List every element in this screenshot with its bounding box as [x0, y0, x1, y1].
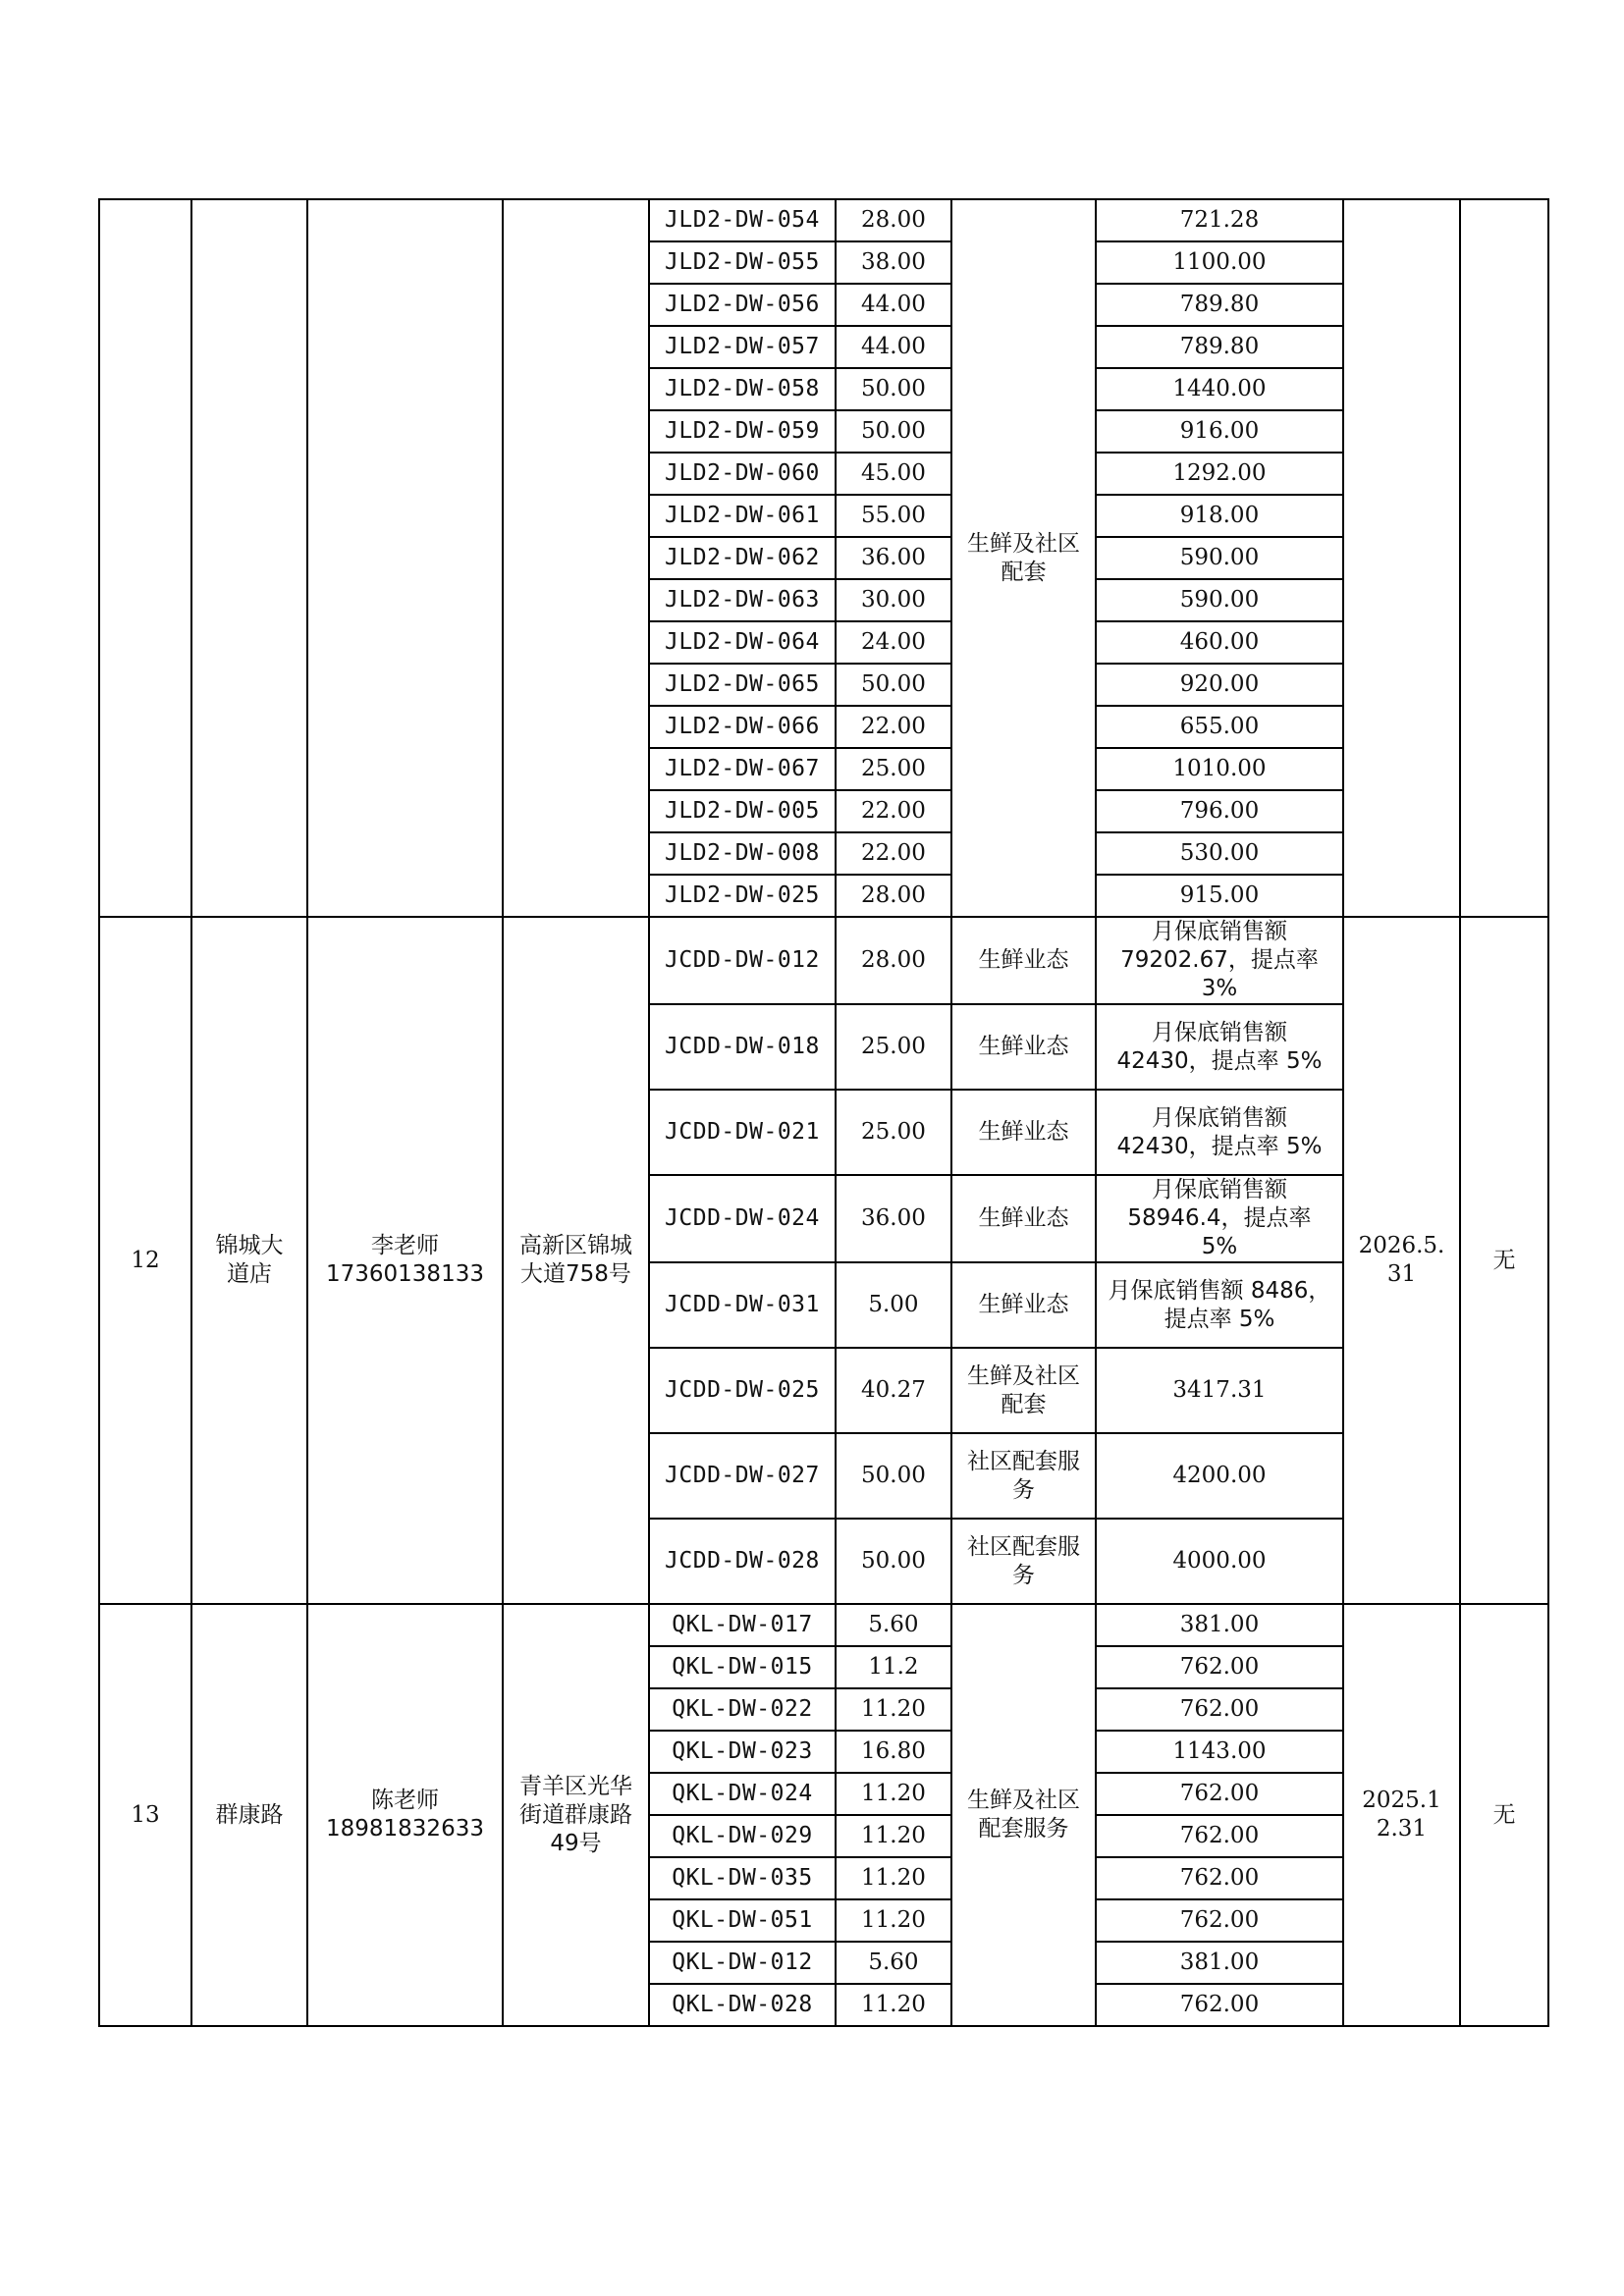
- store-number-cell: 13: [99, 1604, 191, 2026]
- rent-cell: 月保底销售额79202.67，提点率 3%: [1096, 917, 1343, 1004]
- contact-cell: 陈老师 18981832633: [307, 1604, 503, 2026]
- unit-code-cell: QKL-DW-029: [649, 1815, 836, 1857]
- area-cell: 50.00: [836, 1519, 951, 1604]
- rent-cell: 月保底销售额58946.4，提点率 5%: [1096, 1175, 1343, 1262]
- area-cell: 11.20: [836, 1984, 951, 2026]
- rent-cell: 762.00: [1096, 1773, 1343, 1815]
- area-cell: 40.27: [836, 1348, 951, 1433]
- rent-cell: 796.00: [1096, 790, 1343, 832]
- rent-cell: 920.00: [1096, 664, 1343, 706]
- area-cell: 36.00: [836, 537, 951, 579]
- unit-code-cell: JLD2-DW-005: [649, 790, 836, 832]
- business-type-cell: 生鲜及社区配套服务: [951, 1604, 1096, 2026]
- rent-cell: 月保底销售额 8486，提点率 5%: [1096, 1262, 1343, 1348]
- area-cell: 50.00: [836, 1433, 951, 1519]
- area-cell: 50.00: [836, 368, 951, 410]
- table-row: [99, 1604, 1548, 1646]
- unit-code-cell: JCDD-DW-031: [649, 1262, 836, 1348]
- area-cell: 28.00: [836, 875, 951, 917]
- business-type-cell: 生鲜业态: [951, 1004, 1096, 1090]
- area-cell: 38.00: [836, 241, 951, 284]
- store-number-cell: 12: [99, 917, 191, 1604]
- area-cell: 44.00: [836, 326, 951, 368]
- unit-code-cell: JLD2-DW-062: [649, 537, 836, 579]
- rent-cell: 590.00: [1096, 537, 1343, 579]
- unit-code-cell: QKL-DW-017: [649, 1604, 836, 1646]
- address-cell: [503, 199, 649, 917]
- area-cell: 30.00: [836, 579, 951, 621]
- area-cell: 25.00: [836, 1090, 951, 1175]
- unit-code-cell: JLD2-DW-067: [649, 748, 836, 790]
- rent-cell: 1292.00: [1096, 453, 1343, 495]
- area-cell: 22.00: [836, 790, 951, 832]
- rent-cell: 530.00: [1096, 832, 1343, 875]
- unit-code-cell: QKL-DW-012: [649, 1942, 836, 1984]
- store-units-table: [98, 198, 1549, 2027]
- rent-cell: 789.80: [1096, 284, 1343, 326]
- store-name-cell: 锦城大道店: [191, 917, 307, 1604]
- unit-code-cell: QKL-DW-015: [649, 1646, 836, 1688]
- area-cell: 5.60: [836, 1604, 951, 1646]
- unit-code-cell: JLD2-DW-025: [649, 875, 836, 917]
- business-type-cell: 生鲜业态: [951, 1262, 1096, 1348]
- unit-code-cell: JCDD-DW-018: [649, 1004, 836, 1090]
- unit-code-cell: QKL-DW-023: [649, 1731, 836, 1773]
- area-cell: 22.00: [836, 706, 951, 748]
- area-cell: 11.20: [836, 1815, 951, 1857]
- unit-code-cell: JCDD-DW-021: [649, 1090, 836, 1175]
- rent-cell: 762.00: [1096, 1899, 1343, 1942]
- unit-code-cell: JLD2-DW-055: [649, 241, 836, 284]
- business-type-cell: 生鲜业态: [951, 1175, 1096, 1262]
- area-cell: 22.00: [836, 832, 951, 875]
- unit-code-cell: JCDD-DW-024: [649, 1175, 836, 1262]
- business-type-cell: 生鲜业态: [951, 917, 1096, 1004]
- unit-code-cell: QKL-DW-022: [649, 1688, 836, 1731]
- area-cell: 5.00: [836, 1262, 951, 1348]
- remark-cell: 无: [1460, 1604, 1548, 2026]
- rent-cell: 月保底销售额 42430，提点率 5%: [1096, 1004, 1343, 1090]
- address-cell: 青羊区光华街道群康路49号: [503, 1604, 649, 2026]
- area-cell: 28.00: [836, 917, 951, 1004]
- rent-cell: 762.00: [1096, 1646, 1343, 1688]
- rent-cell: 762.00: [1096, 1984, 1343, 2026]
- area-cell: 24.00: [836, 621, 951, 664]
- unit-code-cell: JCDD-DW-028: [649, 1519, 836, 1604]
- table-row: [99, 917, 1548, 1004]
- area-cell: 25.00: [836, 1004, 951, 1090]
- unit-code-cell: JLD2-DW-064: [649, 621, 836, 664]
- unit-code-cell: QKL-DW-024: [649, 1773, 836, 1815]
- rent-cell: 3417.31: [1096, 1348, 1343, 1433]
- rent-cell: 381.00: [1096, 1942, 1343, 1984]
- area-cell: 11.20: [836, 1773, 951, 1815]
- remark-cell: 无: [1460, 917, 1548, 1604]
- rent-cell: 1010.00: [1096, 748, 1343, 790]
- rent-cell: 1143.00: [1096, 1731, 1343, 1773]
- rent-cell: 762.00: [1096, 1688, 1343, 1731]
- rent-cell: 1100.00: [1096, 241, 1343, 284]
- rent-cell: 381.00: [1096, 1604, 1343, 1646]
- area-cell: 55.00: [836, 495, 951, 537]
- store-number-cell: [99, 199, 191, 917]
- area-cell: 11.20: [836, 1899, 951, 1942]
- rent-cell: 4000.00: [1096, 1519, 1343, 1604]
- unit-code-cell: JLD2-DW-059: [649, 410, 836, 453]
- area-cell: 11.20: [836, 1688, 951, 1731]
- rent-cell: 460.00: [1096, 621, 1343, 664]
- lease-date-cell: [1343, 199, 1460, 917]
- rent-cell: 762.00: [1096, 1857, 1343, 1899]
- rent-cell: 762.00: [1096, 1815, 1343, 1857]
- unit-code-cell: JLD2-DW-054: [649, 199, 836, 241]
- rent-cell: 721.28: [1096, 199, 1343, 241]
- rent-cell: 655.00: [1096, 706, 1343, 748]
- area-cell: 16.80: [836, 1731, 951, 1773]
- rent-cell: 590.00: [1096, 579, 1343, 621]
- table-row: [99, 199, 1548, 241]
- unit-code-cell: JLD2-DW-008: [649, 832, 836, 875]
- lease-date-cell: 2025.12.31: [1343, 1604, 1460, 2026]
- unit-code-cell: JLD2-DW-065: [649, 664, 836, 706]
- area-cell: 45.00: [836, 453, 951, 495]
- remark-cell: [1460, 199, 1548, 917]
- unit-code-cell: QKL-DW-035: [649, 1857, 836, 1899]
- unit-code-cell: JLD2-DW-063: [649, 579, 836, 621]
- unit-code-cell: JLD2-DW-058: [649, 368, 836, 410]
- unit-code-cell: QKL-DW-028: [649, 1984, 836, 2026]
- unit-code-cell: JLD2-DW-056: [649, 284, 836, 326]
- rent-cell: 916.00: [1096, 410, 1343, 453]
- area-cell: 50.00: [836, 664, 951, 706]
- rent-cell: 4200.00: [1096, 1433, 1343, 1519]
- unit-code-cell: JCDD-DW-025: [649, 1348, 836, 1433]
- contact-cell: [307, 199, 503, 917]
- business-type-cell: 生鲜及社区配套: [951, 199, 1096, 917]
- unit-code-cell: JLD2-DW-060: [649, 453, 836, 495]
- business-type-cell: 社区配套服务: [951, 1519, 1096, 1604]
- store-name-cell: 群康路: [191, 1604, 307, 2026]
- unit-code-cell: JCDD-DW-012: [649, 917, 836, 1004]
- address-cell: 高新区锦城大道758号: [503, 917, 649, 1604]
- rent-cell: 1440.00: [1096, 368, 1343, 410]
- area-cell: 36.00: [836, 1175, 951, 1262]
- area-cell: 11.20: [836, 1857, 951, 1899]
- rent-cell: 月保底销售额 42430，提点率 5%: [1096, 1090, 1343, 1175]
- rent-cell: 915.00: [1096, 875, 1343, 917]
- rent-cell: 789.80: [1096, 326, 1343, 368]
- contact-cell: 李老师 17360138133: [307, 917, 503, 1604]
- area-cell: 44.00: [836, 284, 951, 326]
- unit-code-cell: JLD2-DW-061: [649, 495, 836, 537]
- business-type-cell: 生鲜及社区配套: [951, 1348, 1096, 1433]
- area-cell: 50.00: [836, 410, 951, 453]
- unit-code-cell: JLD2-DW-057: [649, 326, 836, 368]
- store-name-cell: [191, 199, 307, 917]
- area-cell: 25.00: [836, 748, 951, 790]
- unit-code-cell: JCDD-DW-027: [649, 1433, 836, 1519]
- area-cell: 11.2: [836, 1646, 951, 1688]
- rent-cell: 918.00: [1096, 495, 1343, 537]
- unit-code-cell: JLD2-DW-066: [649, 706, 836, 748]
- area-cell: 28.00: [836, 199, 951, 241]
- business-type-cell: 社区配套服务: [951, 1433, 1096, 1519]
- unit-code-cell: QKL-DW-051: [649, 1899, 836, 1942]
- lease-date-cell: 2026.5.31: [1343, 917, 1460, 1604]
- area-cell: 5.60: [836, 1942, 951, 1984]
- business-type-cell: 生鲜业态: [951, 1090, 1096, 1175]
